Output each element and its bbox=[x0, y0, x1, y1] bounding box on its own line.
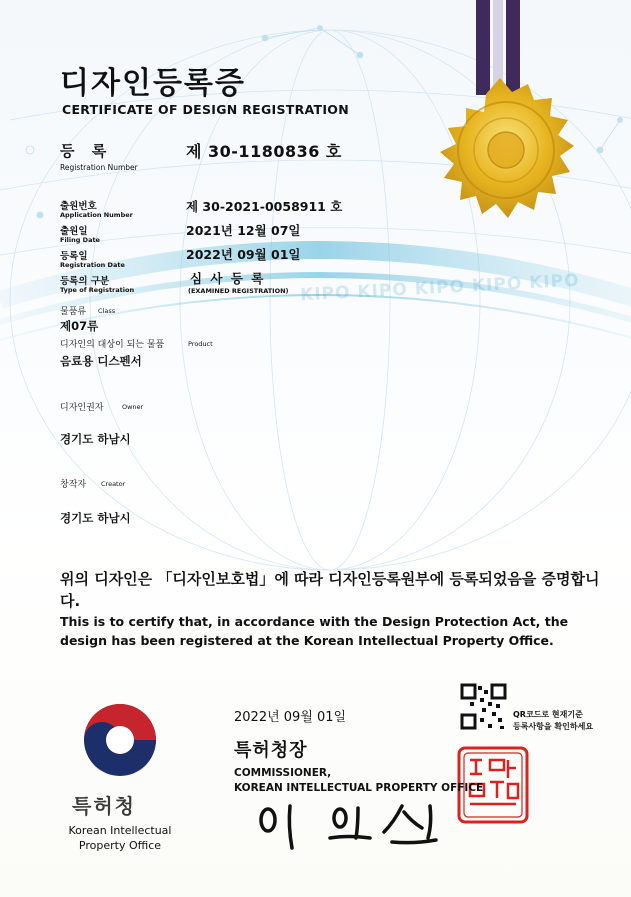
qr-note-line1: QR코드로 현재기준 bbox=[513, 710, 583, 719]
registration-number: 제 30-1180836 호 bbox=[186, 142, 342, 161]
qr-note bbox=[513, 709, 593, 733]
gold-seal-medal bbox=[440, 78, 574, 218]
certification-statement-ko: 위의 디자인은 「디자인보호법」에 따라 디자인등록원부에 등록되었음을 증명합니다. bbox=[60, 570, 600, 610]
creator-label-en: Creator bbox=[101, 480, 126, 488]
product-label-ko: 디자인의 대상이 되는 물품 bbox=[60, 340, 165, 350]
owner-label-ko: 디자인권자 bbox=[60, 403, 104, 413]
registration-label-en: Registration Number bbox=[60, 163, 138, 172]
class-label-ko: 물품류 bbox=[60, 307, 87, 317]
application-label-en: Application Number bbox=[60, 211, 133, 219]
creator-label-ko: 창작자 bbox=[60, 480, 87, 490]
commissioner-title-en bbox=[234, 766, 483, 796]
signature bbox=[250, 800, 530, 849]
office-name-ko: 특허청 bbox=[72, 794, 136, 818]
owner-value: 경기도 하남시 bbox=[60, 432, 131, 446]
certificate-title-en: CERTIFICATE OF DESIGN REGISTRATION bbox=[62, 102, 349, 117]
office-name-en-line2: Property Office bbox=[78, 839, 162, 852]
kipo-watermark: KIPO KIPO KIPO KIPO KIPO bbox=[299, 270, 581, 306]
type-label-en: Type of Registration bbox=[60, 286, 135, 294]
certification-statement-en: This is to certify that, in accordance with the Design Protection Act, the design has been registered at the Korean Intellectual Property Office. bbox=[60, 614, 569, 648]
commissioner-en-line2: KOREAN INTELLECTUAL PROPERTY OFFICE bbox=[234, 782, 484, 794]
creator-value: 경기도 하남시 bbox=[60, 511, 131, 525]
registration-date: 2022년 09월 01일 bbox=[186, 247, 301, 262]
registration-date-label-en: Registration Date bbox=[60, 261, 125, 269]
office-name-en bbox=[60, 823, 180, 853]
registration-type-en: (EXAMINED REGISTRATION) bbox=[188, 287, 289, 295]
office-name-en-line1: Korean Intellectual bbox=[68, 824, 172, 837]
class-label-en: Class bbox=[98, 307, 116, 315]
product-value: 음료용 디스펜서 bbox=[60, 354, 142, 368]
filing-label-en: Filing Date bbox=[60, 236, 100, 244]
registration-type-ko: 심 사 등 록 bbox=[190, 271, 266, 286]
application-number: 제 30-2021-0058911 호 bbox=[186, 199, 343, 214]
filing-date: 2021년 12월 07일 bbox=[186, 223, 301, 238]
kipo-logo bbox=[84, 704, 156, 776]
qr-note-line2: 등록사항을 확인하세요 bbox=[513, 722, 594, 731]
application-label-ko: 출원번호 bbox=[60, 201, 97, 212]
product-label-en: Product bbox=[188, 340, 213, 348]
certificate-title-ko: 디자인등록증 bbox=[60, 66, 246, 101]
owner-label-en: Owner bbox=[122, 403, 144, 411]
qr-code bbox=[461, 684, 506, 729]
filing-label-ko: 출원일 bbox=[60, 226, 88, 237]
registration-date-label-ko: 등록일 bbox=[60, 251, 88, 262]
type-label-ko: 등록의 구분 bbox=[60, 276, 110, 287]
commissioner-title-ko: 특허청장 bbox=[234, 740, 308, 761]
commissioner-en-line1: COMMISSIONER, bbox=[234, 767, 332, 779]
class-value: 제07류 bbox=[60, 319, 99, 333]
registration-label-ko: 등 록 bbox=[60, 142, 113, 160]
issue-date: 2022년 09월 01일 bbox=[234, 710, 347, 725]
